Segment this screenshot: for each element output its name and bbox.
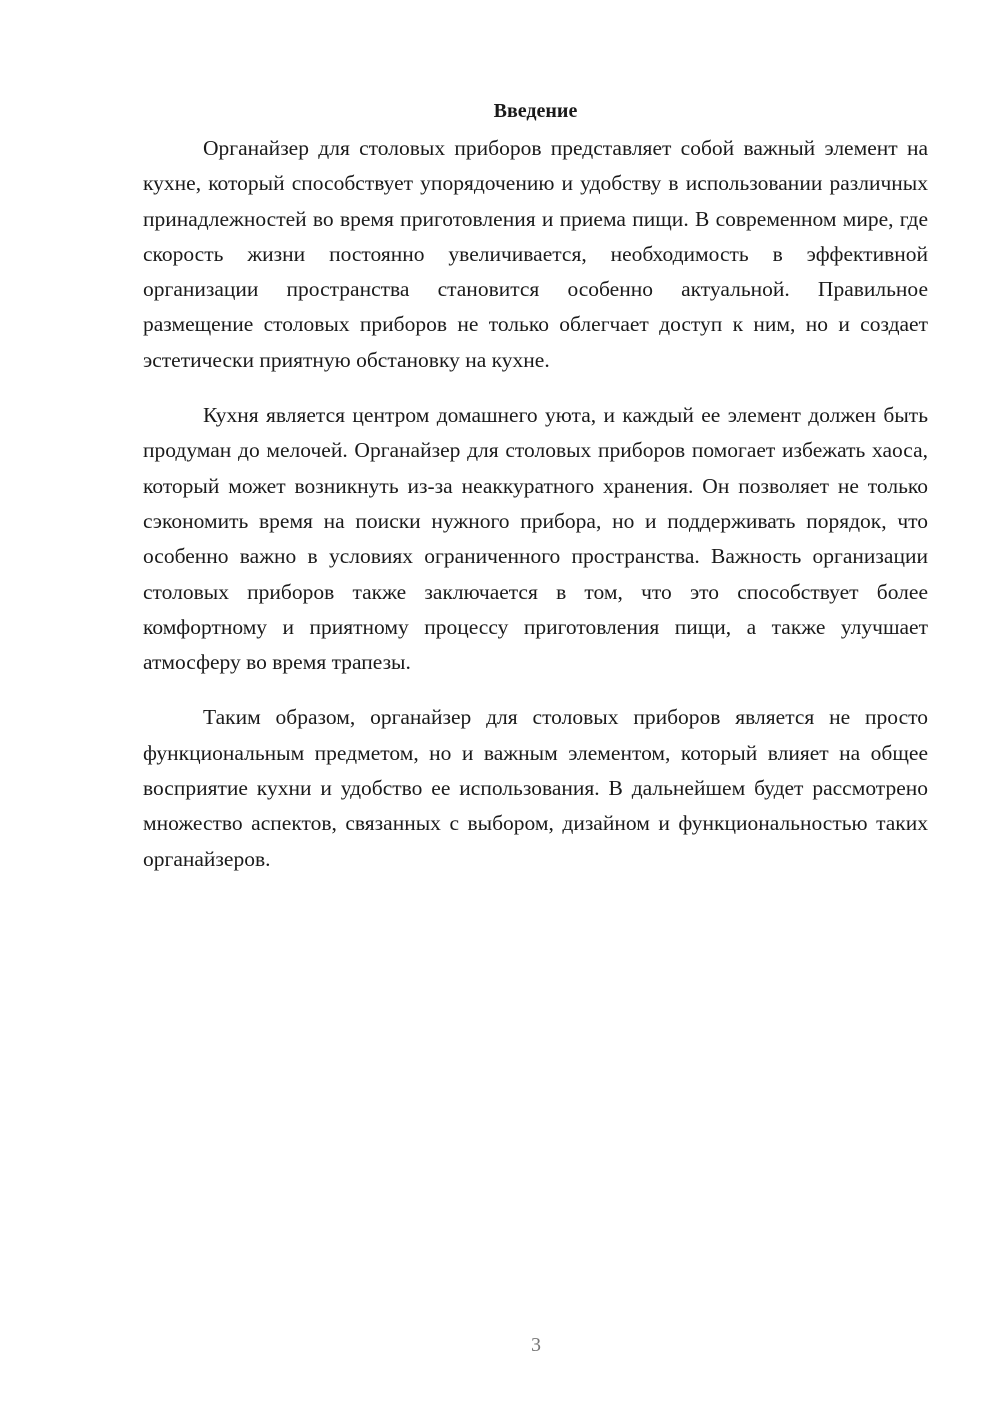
paragraph: Органайзер для столовых приборов представляет собой важный элемент на кухне, который способствует упорядочению и удобству в использовании различных принадлежностей во время приготовления и приема пищи. В современном мире, где скорость жизни постоянно увеличивается, необходимость в эффективной организации пространства становится особенно актуальной. Правильное размещение столовых приборов не только облегчает доступ к ним, но и создает эстетически приятную обстановку на кухне. <box>143 136 928 372</box>
page-content <box>143 96 928 897</box>
section-title: Введение <box>493 100 578 122</box>
page-number: 3 <box>531 1334 541 1356</box>
paragraph: Кухня является центром домашнего уюта, и каждый ее элемент должен быть продуман до мелочей. Органайзер для столовых приборов помогает избежать хаоса, который может возникнуть из-за неаккуратного хранения. Он позволяет не только сэкономить время на поиски нужного прибора, но и поддерживать порядок, что особенно важно в условиях ограниченного пространства. Важность организации столовых приборов также заключается в том, что это способствует более комфортному и приятному процессу приготовления пищи, а также улучшает атмосферу во время трапезы. <box>143 403 928 675</box>
paragraph: Таким образом, органайзер для столовых приборов является не просто функциональным предметом, но и важным элементом, который влияет на общее восприятие кухни и удобство ее использования. В дальнейшем будет рассмотрено множество аспектов, связанных с выбором, дизайном и функциональностью таких органайзеров. <box>143 705 928 871</box>
